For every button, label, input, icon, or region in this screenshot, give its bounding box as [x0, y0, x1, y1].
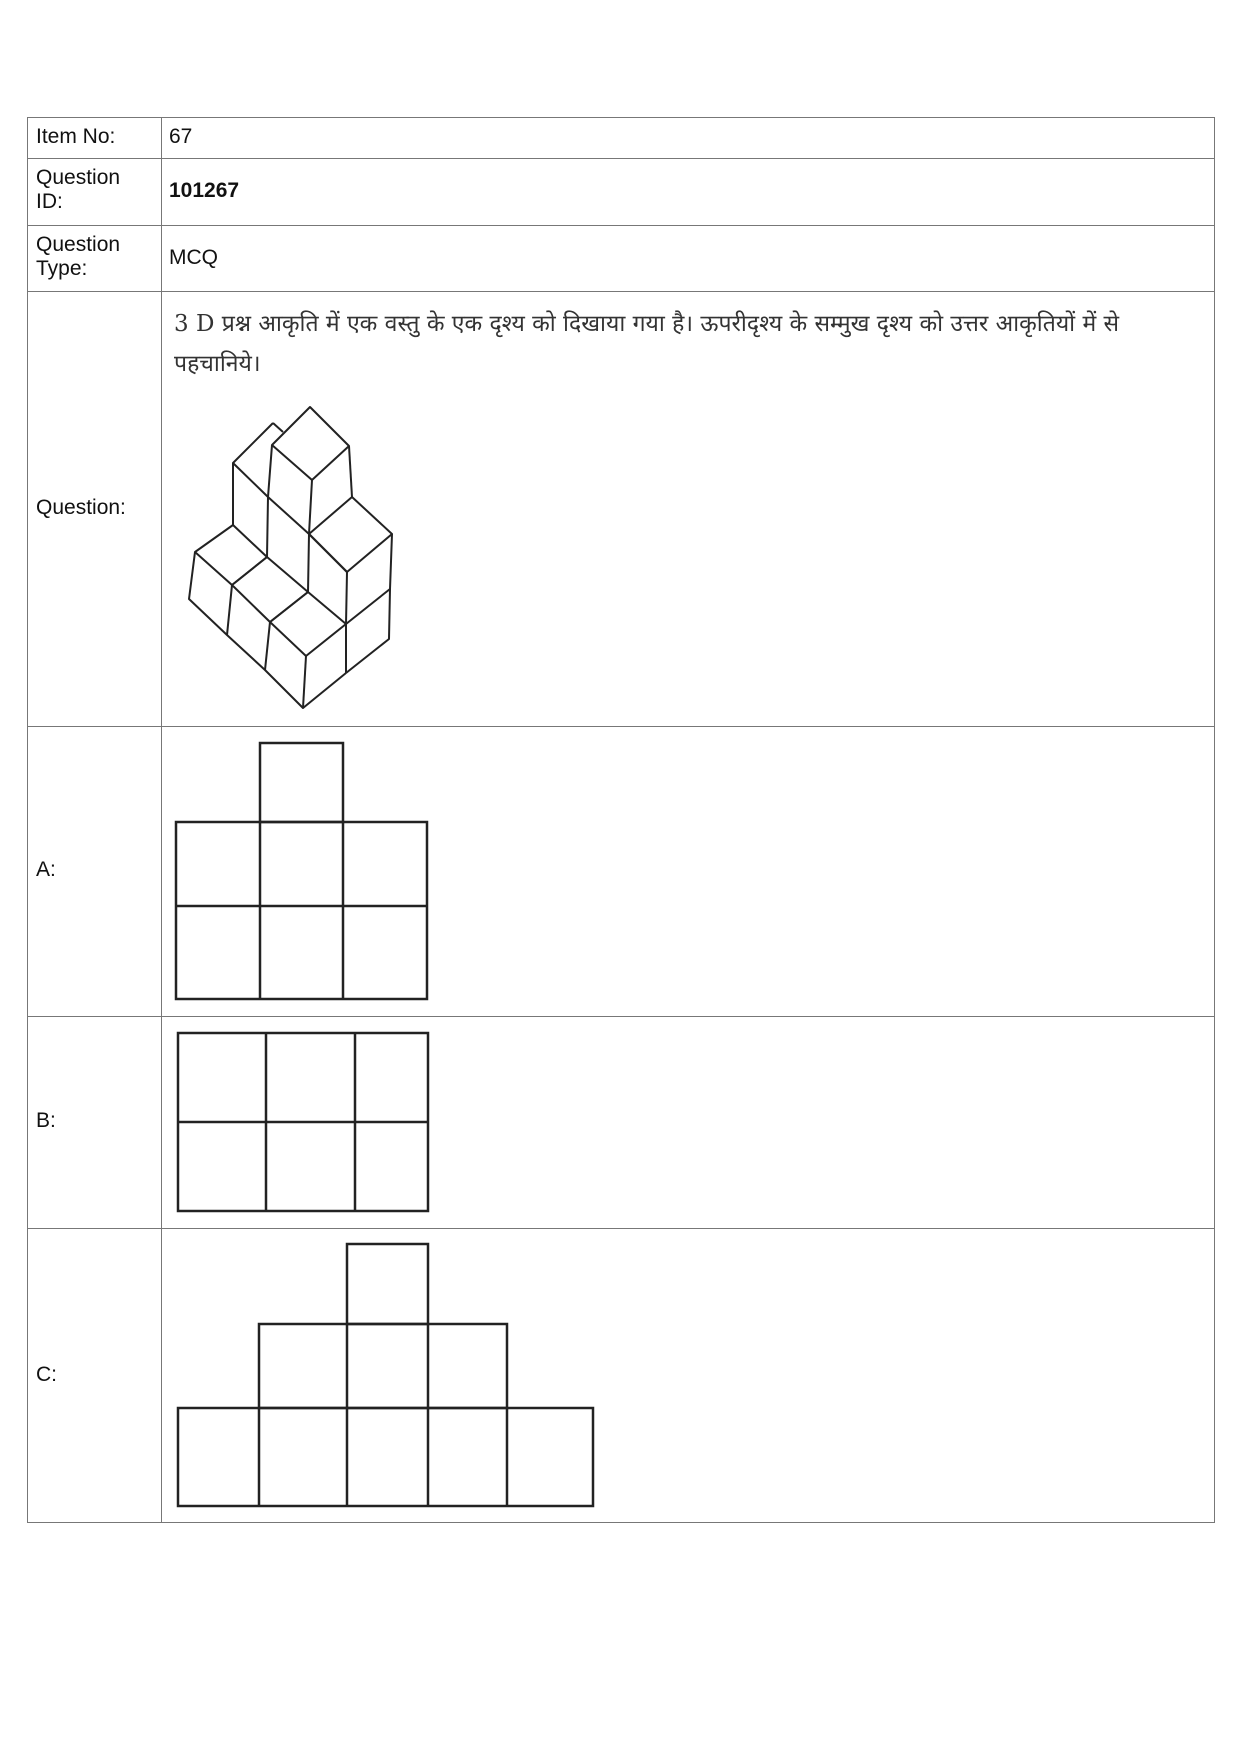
option-c-figure	[178, 1244, 593, 1506]
question-type-value: MCQ	[169, 246, 218, 269]
question-id-label-line2: ID:	[36, 190, 63, 213]
question-type-label-line2: Type:	[36, 257, 88, 280]
option-c-label: C:	[36, 1363, 57, 1386]
question-id-value: 101267	[169, 179, 240, 202]
option-a-figure	[176, 743, 427, 999]
question-label: Question:	[36, 496, 126, 519]
question-3d-figure	[189, 407, 392, 708]
option-a-label: A:	[36, 858, 56, 881]
question-text: 3 D प्रश्न आकृति में एक वस्तु के एक दृश्य को दिखाया गया है। ऊपरीदृश्य के सम्मुख दृश्य को उत्तर आकृतियों में से पहचानिये।	[174, 311, 1120, 377]
option-b-label: B:	[36, 1109, 56, 1132]
item-no-label: Item No:	[36, 125, 116, 148]
question-type-label-line1: Question	[36, 233, 121, 256]
option-b-figure	[178, 1033, 428, 1211]
question-id-label-line1: Question	[36, 166, 121, 189]
item-no-value: 67	[169, 125, 193, 148]
